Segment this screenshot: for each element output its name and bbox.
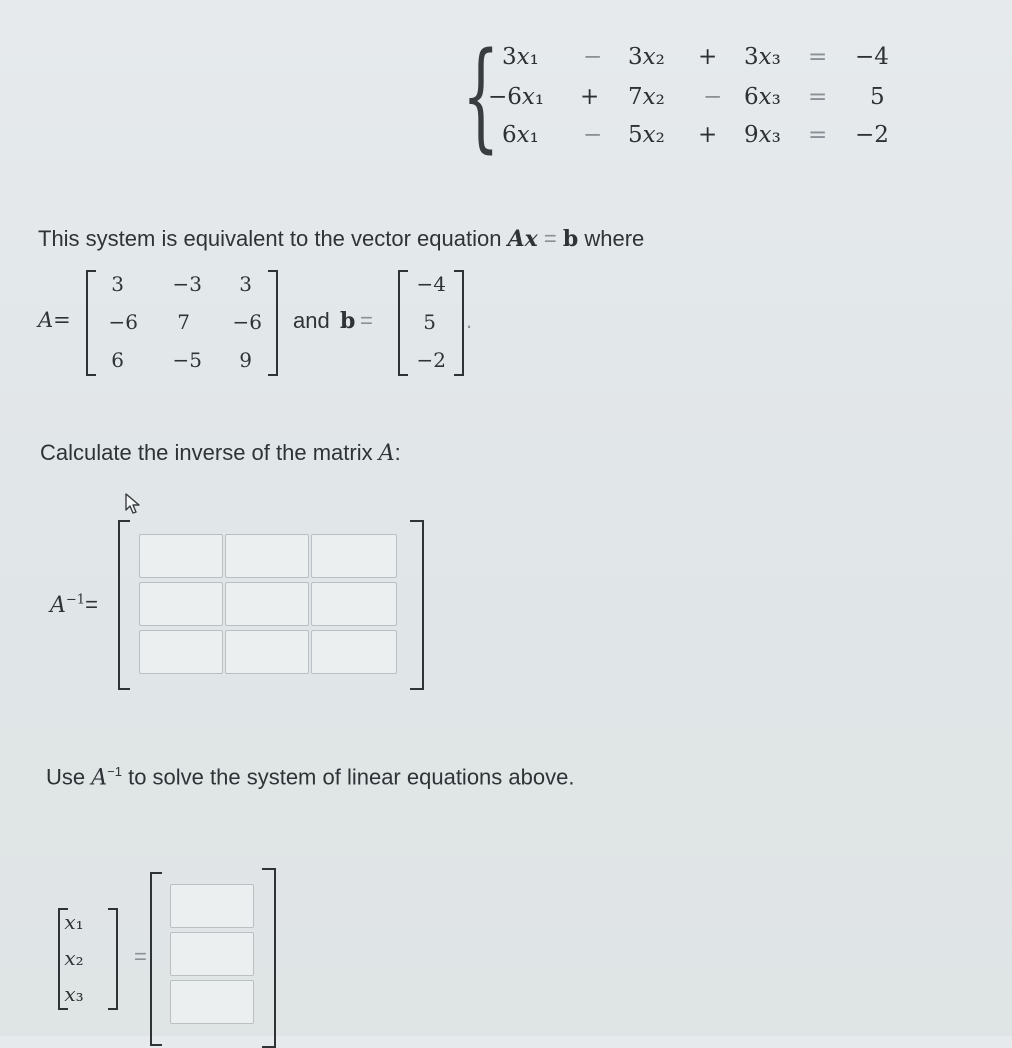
inverse-input-r1c2[interactable] xyxy=(225,534,309,578)
b-period: . xyxy=(466,308,473,333)
eq2-equals: = xyxy=(808,84,828,110)
a-23: −6 xyxy=(232,310,262,334)
inverse-input-r2c1[interactable] xyxy=(139,582,223,626)
vector-eq-suffix: where xyxy=(578,226,645,251)
a-32: −5 xyxy=(172,348,202,372)
inverse-prompt xyxy=(40,440,401,466)
inverse-right-bracket xyxy=(410,520,424,690)
vector-eq-b: b xyxy=(562,226,579,252)
eq1-op2: + xyxy=(698,44,718,70)
eq1-equals: = xyxy=(808,44,828,70)
inverse-label xyxy=(50,592,98,618)
eq2-op1: + xyxy=(580,84,600,110)
solution-left-bracket xyxy=(150,872,162,1046)
eq3-rhs: −2 xyxy=(855,122,889,148)
eq2-op2: − xyxy=(703,84,723,110)
inverse-input-r1c3[interactable] xyxy=(311,534,397,578)
inverse-label-sup: −1 xyxy=(65,592,86,608)
b-label: b xyxy=(340,308,356,334)
solution-var-x2: 𝑥₂ xyxy=(64,946,84,970)
solution-right-bracket xyxy=(262,868,276,1048)
eq3-op1: − xyxy=(583,122,603,148)
eq1-term3: 3𝑥₃ xyxy=(744,44,781,70)
eq1-term2: 3𝑥₂ xyxy=(628,44,665,70)
b-equals: = xyxy=(360,308,373,333)
solution-input-x2[interactable] xyxy=(170,932,254,976)
vector-equation-text xyxy=(38,226,644,252)
vector-b-right-bracket xyxy=(454,270,464,376)
eq3-term2: 5𝑥₂ xyxy=(628,122,665,148)
a-21: −6 xyxy=(108,310,138,334)
solve-prompt-sup: −1 xyxy=(107,764,122,779)
b-3: −2 xyxy=(416,348,446,372)
eq2-term2: 7𝑥₂ xyxy=(628,84,665,110)
a-22: 7 xyxy=(177,310,190,334)
a-12: −3 xyxy=(172,272,202,296)
a-11: 3 xyxy=(111,272,124,296)
eq3-equals: = xyxy=(808,122,828,148)
inverse-input-r1c1[interactable] xyxy=(139,534,223,578)
left-brace: { xyxy=(462,26,500,164)
inverse-input-r3c3[interactable] xyxy=(311,630,397,674)
solution-input-x1[interactable] xyxy=(170,884,254,928)
eq1-op1: − xyxy=(583,44,603,70)
solve-prompt-a: A xyxy=(91,765,108,791)
eq3-term3: 9𝑥₃ xyxy=(744,122,781,148)
solve-prompt-prefix: Use xyxy=(46,764,92,790)
eq3-op2: + xyxy=(698,122,718,148)
solution-var-x1: 𝑥₁ xyxy=(64,910,84,934)
eq2-term3: 6𝑥₃ xyxy=(744,84,781,110)
solution-input-x3[interactable] xyxy=(170,980,254,1024)
inverse-input-r2c2[interactable] xyxy=(225,582,309,626)
a-33: 9 xyxy=(239,348,252,372)
eq1-term1: 3𝑥₁ xyxy=(502,44,539,70)
eq3-term1: 6𝑥₁ xyxy=(502,122,539,148)
and-text: and xyxy=(293,308,330,333)
inverse-label-a: A xyxy=(50,593,66,618)
solve-prompt-suffix: to solve the system of linear equations above. xyxy=(121,764,575,790)
b-1: −4 xyxy=(416,272,446,296)
a-13: 3 xyxy=(239,272,252,296)
inverse-left-bracket xyxy=(118,520,130,690)
inverse-prompt-colon: : xyxy=(394,440,401,465)
inverse-label-eq: = xyxy=(85,592,98,617)
inverse-input-r2c3[interactable] xyxy=(311,582,397,626)
solution-var-x3: 𝑥₃ xyxy=(64,982,84,1006)
a-31: 6 xyxy=(111,348,124,372)
matrix-a-label: A= xyxy=(38,308,71,332)
b-2: 5 xyxy=(423,310,436,334)
solve-prompt xyxy=(46,764,574,790)
eq2-rhs: 5 xyxy=(870,84,885,110)
matrix-a-right-bracket xyxy=(268,270,278,376)
vector-eq-equals: = xyxy=(537,226,563,251)
eq1-rhs: −4 xyxy=(855,44,889,70)
inverse-prompt-text: Calculate the inverse of the matrix xyxy=(40,440,379,465)
mouse-cursor-icon xyxy=(124,492,146,516)
inverse-input-r3c1[interactable] xyxy=(139,630,223,674)
solution-equals: = xyxy=(134,944,147,969)
x-vector-right-bracket xyxy=(108,908,118,1010)
inverse-input-r3c2[interactable] xyxy=(225,630,309,674)
eq2-term1: −6𝑥₁ xyxy=(488,84,545,110)
vector-eq-prefix: This system is equivalent to the vector equation xyxy=(38,226,508,251)
vector-eq-ax: Ax xyxy=(507,226,538,252)
inverse-prompt-var: A xyxy=(378,441,395,466)
